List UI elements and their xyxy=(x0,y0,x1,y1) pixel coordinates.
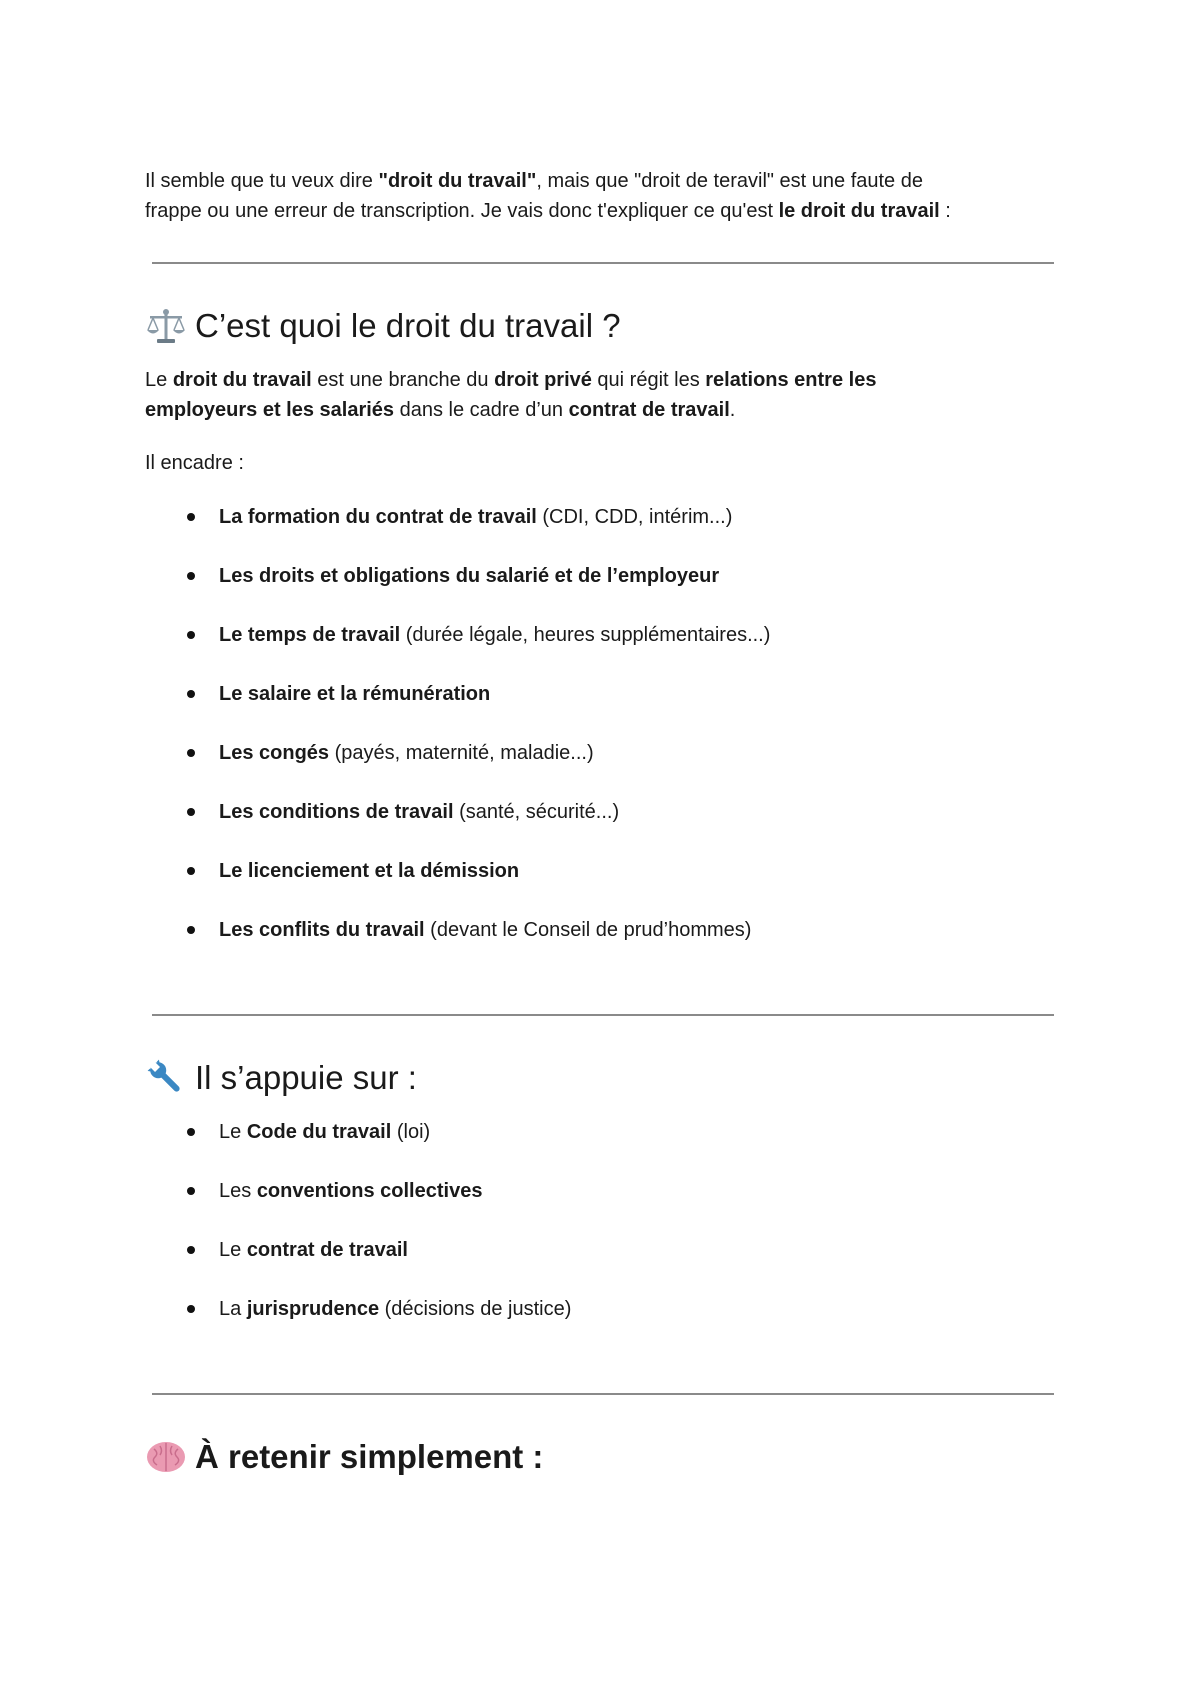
list-item: Les conditions de travail (santé, sécurité...) xyxy=(145,797,1060,827)
bullet-icon xyxy=(187,690,195,698)
list-item: Le contrat de travail xyxy=(145,1235,1060,1265)
bullet-icon xyxy=(187,513,195,521)
list-lead-text: Il encadre : xyxy=(145,452,244,474)
list-item: Les conflits du travail (devant le Conseil de prud’hommes) xyxy=(145,915,1060,945)
wrench-icon xyxy=(145,1058,187,1098)
section-title: C’est quoi le droit du travail ? xyxy=(195,307,621,344)
divider xyxy=(152,262,1054,264)
divider xyxy=(152,1393,1054,1395)
bullet-icon xyxy=(187,631,195,639)
brain-icon xyxy=(145,1437,187,1477)
divider xyxy=(152,1014,1054,1016)
list-item: La formation du contrat de travail (CDI, CDD, intérim...) xyxy=(145,502,1060,532)
list-item: Le licenciement et la démission xyxy=(145,856,1060,886)
intro-paragraph: Il semble que tu veux dire "droit du travail", mais que "droit de teravil" est une faute de frappe ou une erreur de transcription. Je vais donc t'expliquer ce qu'est le droit du travail : xyxy=(145,170,951,222)
bullet-icon xyxy=(187,1187,195,1195)
list-item: Le temps de travail (durée légale, heures supplémentaires...) xyxy=(145,620,1060,650)
section-heading-sources xyxy=(145,1058,1060,1098)
bullet-icon xyxy=(187,808,195,816)
list-item: Les droits et obligations du salarié et de l’employeur xyxy=(145,561,1060,591)
bullet-icon xyxy=(187,572,195,580)
bullet-icon xyxy=(187,1246,195,1254)
bullet-icon xyxy=(187,1128,195,1136)
section-title: Il s’appuie sur : xyxy=(195,1059,417,1096)
list-item: Les congés (payés, maternité, maladie...) xyxy=(145,738,1060,768)
balance-scale-icon xyxy=(145,306,187,346)
list-item: La jurisprudence (décisions de justice) xyxy=(145,1294,1060,1324)
definition-paragraph: Le droit du travail est une branche du droit privé qui régit les relations entre les employeurs et les salariés dans le cadre d’un contrat de travail. xyxy=(145,369,877,421)
scope-list xyxy=(145,502,1060,945)
section-heading-summary xyxy=(145,1437,1060,1477)
bullet-icon xyxy=(187,749,195,757)
bullet-icon xyxy=(187,926,195,934)
list-item: Le Code du travail (loi) xyxy=(145,1117,1060,1147)
list-item: Le salaire et la rémunération xyxy=(145,679,1060,709)
list-item: Les conventions collectives xyxy=(145,1176,1060,1206)
sources-list xyxy=(145,1117,1060,1324)
bullet-icon xyxy=(187,1305,195,1313)
document-content xyxy=(145,166,1060,1477)
section-heading-definition xyxy=(145,306,1060,346)
section-title: À retenir simplement : xyxy=(195,1438,544,1475)
bullet-icon xyxy=(187,867,195,875)
